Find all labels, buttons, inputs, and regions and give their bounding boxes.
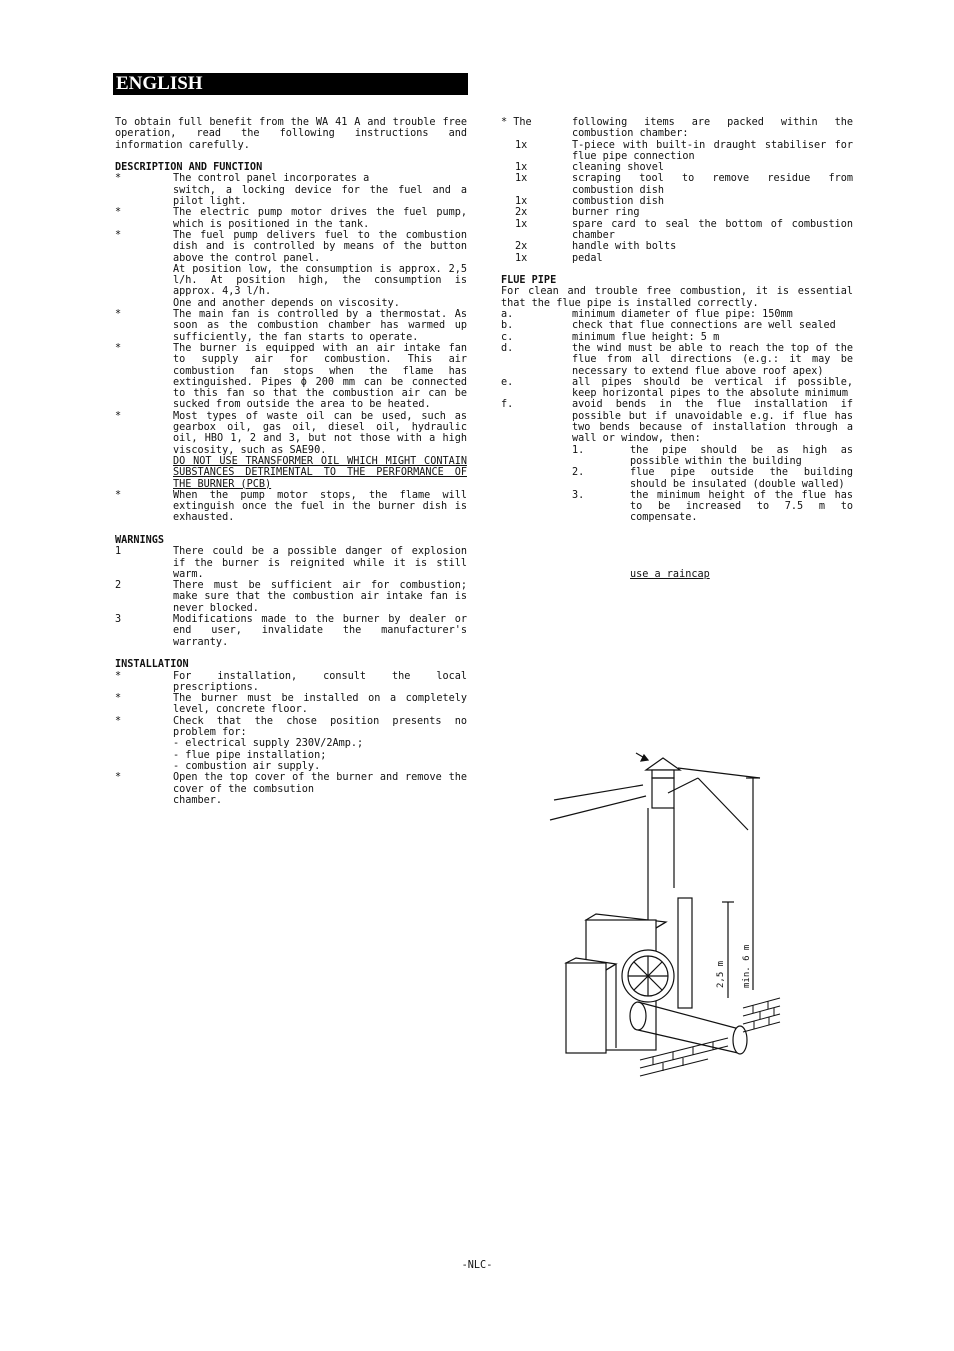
installation-heading: INSTALLATION bbox=[115, 659, 189, 671]
list-item: * When the pump motor stops, the flame will extinguish once the fuel in the burner dish is exhausted. bbox=[115, 489, 467, 524]
flue-heading: FLUE PIPE bbox=[501, 275, 557, 287]
list-item: * Open the top cover of the burner and remove the cover of the combsution chamber. bbox=[115, 772, 467, 806]
flue-installation-illustration bbox=[548, 748, 788, 1078]
list-item: * The burner is equipped with an air intake fan to supply air for combustion. This air combustion fan stops when the flame has extinguished. Pipes ϕ 200 mm can be connected to this fan so that the combustion air can be sucked from outside the area to be heated. bbox=[115, 342, 467, 411]
list-item: f. avoid bends in the flue installation if possible but if unavoidable e.g. if flue has two bends because of installation through a wall or window, then: 1. the pipe should be as high as possible within the building 2. flue pipe outside the building should be insulated (double walled) 3. the minimum height of the flue has to be increased to 7.5 m to compensate. bbox=[501, 399, 853, 524]
banner-title: ENGLISH bbox=[116, 73, 203, 94]
pcb-warning: DO NOT USE TRANSFORMER OIL WHICH MIGHT CONTAIN SUBSTANCES DETRIMENTAL TO THE PERFORMANCE OF THE BURNER (PCB) bbox=[173, 455, 467, 490]
list-item: * For installation, consult the local prescriptions. bbox=[115, 670, 467, 693]
section-banner bbox=[113, 73, 468, 95]
list-item: * The electric pump motor drives the fuel pump, which is positioned in the tank. bbox=[115, 207, 467, 230]
warnings-heading: WARNINGS bbox=[115, 534, 165, 546]
page-footer: -NLC- bbox=[461, 1260, 493, 1271]
list-item: * The main fan is controlled by a thermostat. As soon as the combustion chamber has warmed up sufficiently, the fan starts to operate. bbox=[115, 309, 467, 343]
list-item: 1x pedal bbox=[515, 252, 603, 264]
sub-item: 1. the pipe should be as high as possible within the building bbox=[572, 444, 853, 467]
list-item: * Most types of waste oil can be used, such as gearbox oil, gas oil, diesel oil, hydraulic oil, HBO 1, 2 and 3, but not those with a high viscosity, such as SAE90. DO NOT USE TRANSFORMER OIL WHICH MIGHT CONTAIN SUBSTANCES DETRIMENTAL TO THE PERFORMANCE OF THE BURNER (PCB) bbox=[115, 410, 467, 490]
list-item: 1x combustion dish bbox=[515, 196, 665, 208]
raincap-note: use a raincap bbox=[630, 568, 710, 580]
list-item: 1x T-piece with built-in draught stabiliser for flue pipe connection bbox=[515, 139, 853, 162]
list-item: * The fuel pump delivers fuel to the combustion dish and is controlled by means of the button above the control panel. At position low, the consumption is approx. 2,5 l/h. At position high, the consumption is approx. 4,3 l/h. One and another depends on viscosity. bbox=[115, 229, 467, 309]
sub-item: 3. the minimum height of the flue has to be increased to 7.5 m to compensate. bbox=[572, 489, 853, 524]
list-item: * The burner must be installed on a completely level, concrete floor. bbox=[115, 693, 467, 716]
list-item: 1x spare card to seal the bottom of combustion chamber bbox=[515, 218, 853, 241]
list-item: e. all pipes should be vertical if possible, keep horizontal pipes to the absolute minimum bbox=[501, 376, 853, 400]
list-item: d. the wind must be able to reach the top of the flue from all directions (e.g.: it may be necessary to extend flue above roof apex) bbox=[501, 342, 853, 377]
list-item: 1x cleaning shovel bbox=[515, 162, 665, 174]
packed-intro: * The following items are packed within the combustion chamber: bbox=[501, 117, 853, 140]
list-item: b. check that flue connections are well sealed bbox=[501, 320, 836, 332]
list-item: a. minimum diameter of flue pipe: 150mm bbox=[501, 309, 793, 321]
right-column bbox=[501, 117, 853, 580]
list-item: 1x scraping tool to remove residue from combustion dish bbox=[515, 173, 853, 196]
intro-paragraph: To obtain full benefit from the WA 41 A and trouble free operation, read the following instructions and information carefully. bbox=[115, 117, 467, 151]
list-item: * The control panel incorporates a switch, a locking device for the fuel and a pilot light. bbox=[115, 173, 467, 208]
height-label-high: min. 6 m bbox=[742, 944, 752, 988]
description-heading: DESCRIPTION AND FUNCTION bbox=[115, 162, 263, 174]
list-item: 1 There could be a possible danger of explosion if the burner is reignited while it is still warm. bbox=[115, 546, 467, 580]
left-column bbox=[115, 117, 467, 806]
list-item: 2x handle with bolts bbox=[515, 241, 677, 253]
list-item: 3 Modifications made to the burner by dealer or end user, invalidate the manufacturer's warranty. bbox=[115, 614, 467, 648]
flue-intro: For clean and trouble free combustion, it is essential that the flue pipe is installed correctly. bbox=[501, 286, 853, 309]
sub-item: 2. flue pipe outside the building should be insulated (double walled) bbox=[572, 467, 853, 490]
list-item: 2x burner ring bbox=[515, 207, 640, 219]
list-item: * Check that the chose position presents no problem for: - electrical supply 230V/2Amp.; - flue pipe installation; - combustion air supply. bbox=[115, 715, 467, 772]
list-item: c. minimum flue height: 5 m bbox=[501, 331, 720, 343]
list-item: 2 There must be sufficient air for combustion; make sure that the combustion air intake fan is never blocked. bbox=[115, 580, 467, 614]
height-label-low: 2,5 m bbox=[716, 960, 726, 988]
